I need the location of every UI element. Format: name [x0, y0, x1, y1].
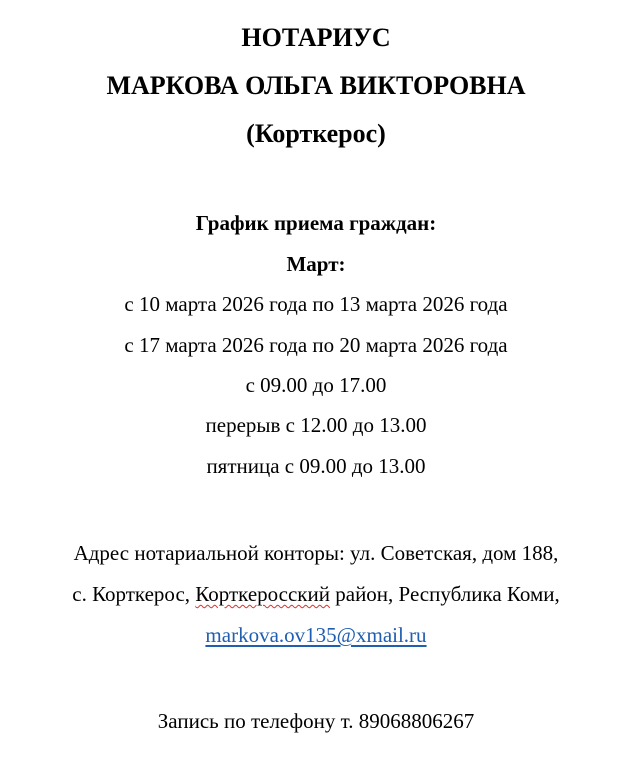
notary-location: (Корткерос): [246, 119, 386, 148]
notary-name: МАРКОВА ОЛЬГА ВИКТОРОВНА: [106, 71, 526, 100]
notary-title: НОТАРИУС: [241, 23, 391, 52]
phone-line: Запись по телефону т. 89068806267: [157, 709, 475, 733]
schedule-period-1: с 10 марта 2026 года по 13 марта 2026 года: [124, 292, 508, 316]
schedule-period-2: с 17 марта 2026 года по 20 марта 2026 года: [124, 333, 508, 357]
schedule-friday: пятница с 09.00 до 13.00: [206, 454, 426, 478]
schedule-month: Март:: [286, 252, 346, 276]
schedule-break: перерыв с 12.00 до 13.00: [205, 413, 427, 437]
schedule-hours: с 09.00 до 17.00: [245, 373, 387, 397]
address-village: с. Корткерос,: [72, 582, 196, 606]
address-district: Корткеросский: [195, 582, 330, 606]
address-region: район, Республика Коми,: [330, 582, 560, 606]
address-line-1: Адрес нотариальной конторы: ул. Советская, дом 188,: [73, 541, 559, 565]
email-line: [0, 625, 632, 646]
schedule-heading: График приема граждан:: [195, 211, 437, 235]
email-link[interactable]: markova.ov135@xmail.ru: [205, 623, 427, 647]
address-line-2: [0, 584, 632, 605]
